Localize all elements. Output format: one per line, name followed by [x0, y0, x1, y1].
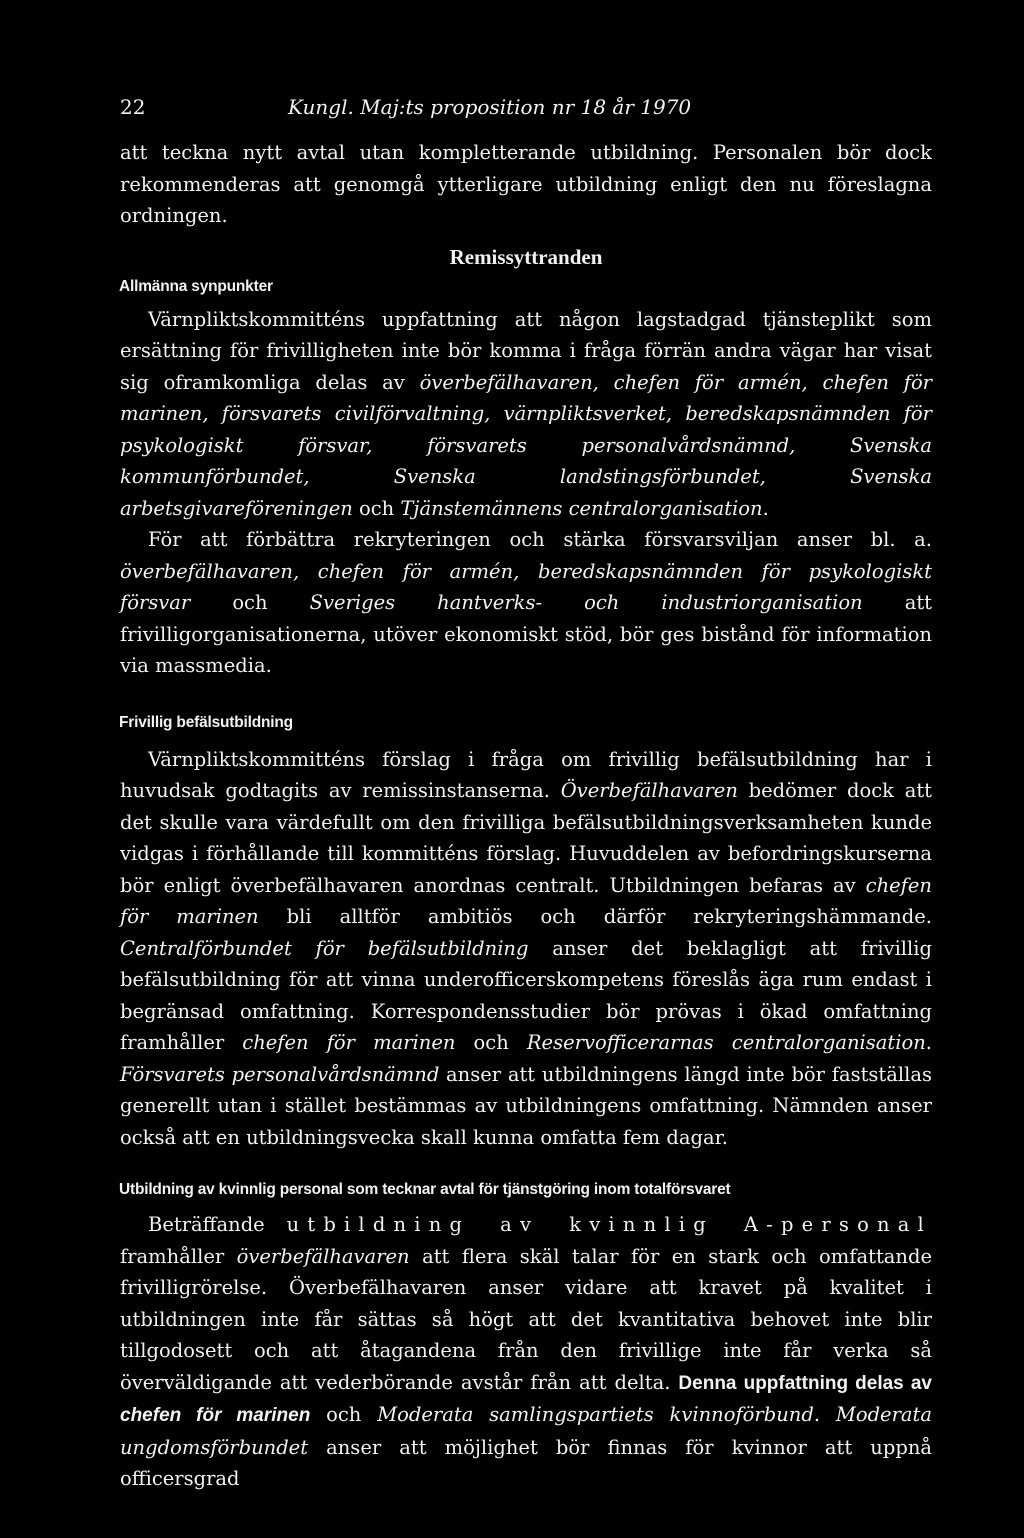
text-run-italic: Försvarets personalvårdsnämnd [120, 1062, 440, 1086]
intro-paragraph: att teckna nytt avtal utan kompletterande utbildning. Personalen bör dock rekommenderas att genomgå ytterligare utbildning enligt den nu föreslagna ordningen. [120, 141, 932, 227]
text-run: och [352, 496, 401, 520]
text-run: anser att möjlighet bör finnas för kvinnor att uppnå officersgrad [120, 1435, 932, 1490]
text-run: och [455, 1031, 527, 1054]
document-page [120, 88, 932, 1518]
text-run-italic: Sveriges hantverks- och industriorganisation [309, 591, 863, 614]
text-run-italic: Tjänstemännens centralorganisation [400, 496, 763, 520]
text-run-spaced: utbildning av kvinnlig A-personal [286, 1213, 932, 1236]
text-run: och [310, 1403, 378, 1426]
text-run: att frivilligorganisationerna, utöver ekonomiskt stöd, bör ges bistånd för information via massmedia. [120, 591, 932, 677]
text-run: Värnpliktskommitténs uppfattning att någon lagstadgad tjänsteplikt som ersättning för frivilligheten inte bör komma i fråga förrän andra vägar har visat sig oframkomliga delas av [120, 307, 932, 394]
text-run-italic: chefen för marinen [120, 873, 932, 928]
text-run: . [925, 1031, 932, 1054]
text-run-italic: överbefälhavaren, chefen för armén, beredskapsnämnden för psykologiskt försvar [120, 559, 932, 614]
text-run: Beträffande [148, 1213, 287, 1236]
text-run: . [762, 496, 769, 520]
page-number: 22 [120, 95, 146, 119]
text-run-italic: överbefälhavaren [236, 1244, 410, 1268]
text-run: Värnpliktskommitténs förslag i fråga om frivillig befälsutbildning har i huvudsak godtagits av remissinstanserna. [120, 747, 932, 802]
subheading-general: Allmänna synpunkter [119, 277, 273, 295]
text-run-italic: Moderata samlingspartiets kvinnoförbund [377, 1403, 814, 1426]
text-run: bli alltför ambitiös och därför rekryteringshämmande. [258, 905, 933, 928]
text-run: anser att utbildningens längd inte bör fastställas generellt utan i stället bestämmas av utbildningens omfattning. Nämnden anser också att en utbildningsvecka skall kunna omfatta fem dagar. [120, 1062, 932, 1149]
text-run: anser det beklagligt att frivillig befälsutbildning för att vinna underofficerskompetens föreslås äga rum endast i begränsad omfattning. Korrespondensstudier bör prövas i ökad omfattning framhåller [120, 936, 932, 1054]
paragraph-general-2 [120, 524, 932, 682]
text-run-italic: Centralförbundet för befälsutbildning [120, 936, 529, 960]
text-run: För att förbättra rekryteringen och stärka försvarsviljan anser bl. a. [148, 528, 932, 551]
text-run-italic: chefen för marinen [242, 1031, 456, 1054]
text-run-italic: överbefälhavaren, chefen för armén, chefen för marinen, försvarets civilförvaltning, värnpliktsverket, beredskapsnämnden för psykologiskt försvar, försvarets personalvårdsnämnd, Svenska kommunförbundet, Svenska landstingsförbundet, Svenska arbetsgivareföreningen [120, 370, 933, 520]
paragraph-general-1 [120, 304, 932, 525]
text-run-italic: Moderata ungdomsförbundet [120, 1403, 932, 1459]
section-title: Remissyttranden [449, 244, 603, 269]
text-run-italic: Reservofficerarnas centralorganisation [526, 1031, 926, 1054]
text-run-italic: Överbefälhavaren [560, 779, 738, 802]
text-run: och [190, 591, 310, 614]
text-run-bold: Denna uppfattning delas av [678, 1372, 932, 1394]
paragraph-women-1 [120, 1209, 932, 1495]
text-run: framhåller [120, 1244, 237, 1268]
text-run: att flera skäl talar för en stark och omfattande frivilligrörelse. Överbefälhavaren anser vidare att kravet på kvalitet i utbildningen inte får sättas så högt att det kvantitativa behovet inte blir tillgodosett och att åtagandena från den frivillige inte får verka så överväldigande att vederbörande avstår från att delta. [120, 1244, 932, 1394]
text-run: bedömer dock att det skulle vara värdefullt om den frivilliga befälsutbildningsverksamheten kunde vidgas i förhållande till kommitténs förslag. Huvuddelen av befordringskurserna bör enligt överbefälhavaren anordnas centralt. Utbildningen befaras av [120, 779, 933, 897]
text-run: . [813, 1403, 836, 1426]
publication-title: Kungl. Maj:ts proposition nr 18 år 1970 [288, 95, 692, 119]
subheading-voluntary-officer-training: Frivillig befälsutbildning [119, 713, 293, 731]
subheading-women-training: Utbildning av kvinnlig personal som tecknar avtal för tjänstgöring inom totalförsvaret [119, 1181, 731, 1198]
running-header [120, 88, 932, 126]
text-run-bold-italic: chefen för marinen [120, 1405, 311, 1426]
paragraph-voluntary-1 [120, 744, 932, 1154]
